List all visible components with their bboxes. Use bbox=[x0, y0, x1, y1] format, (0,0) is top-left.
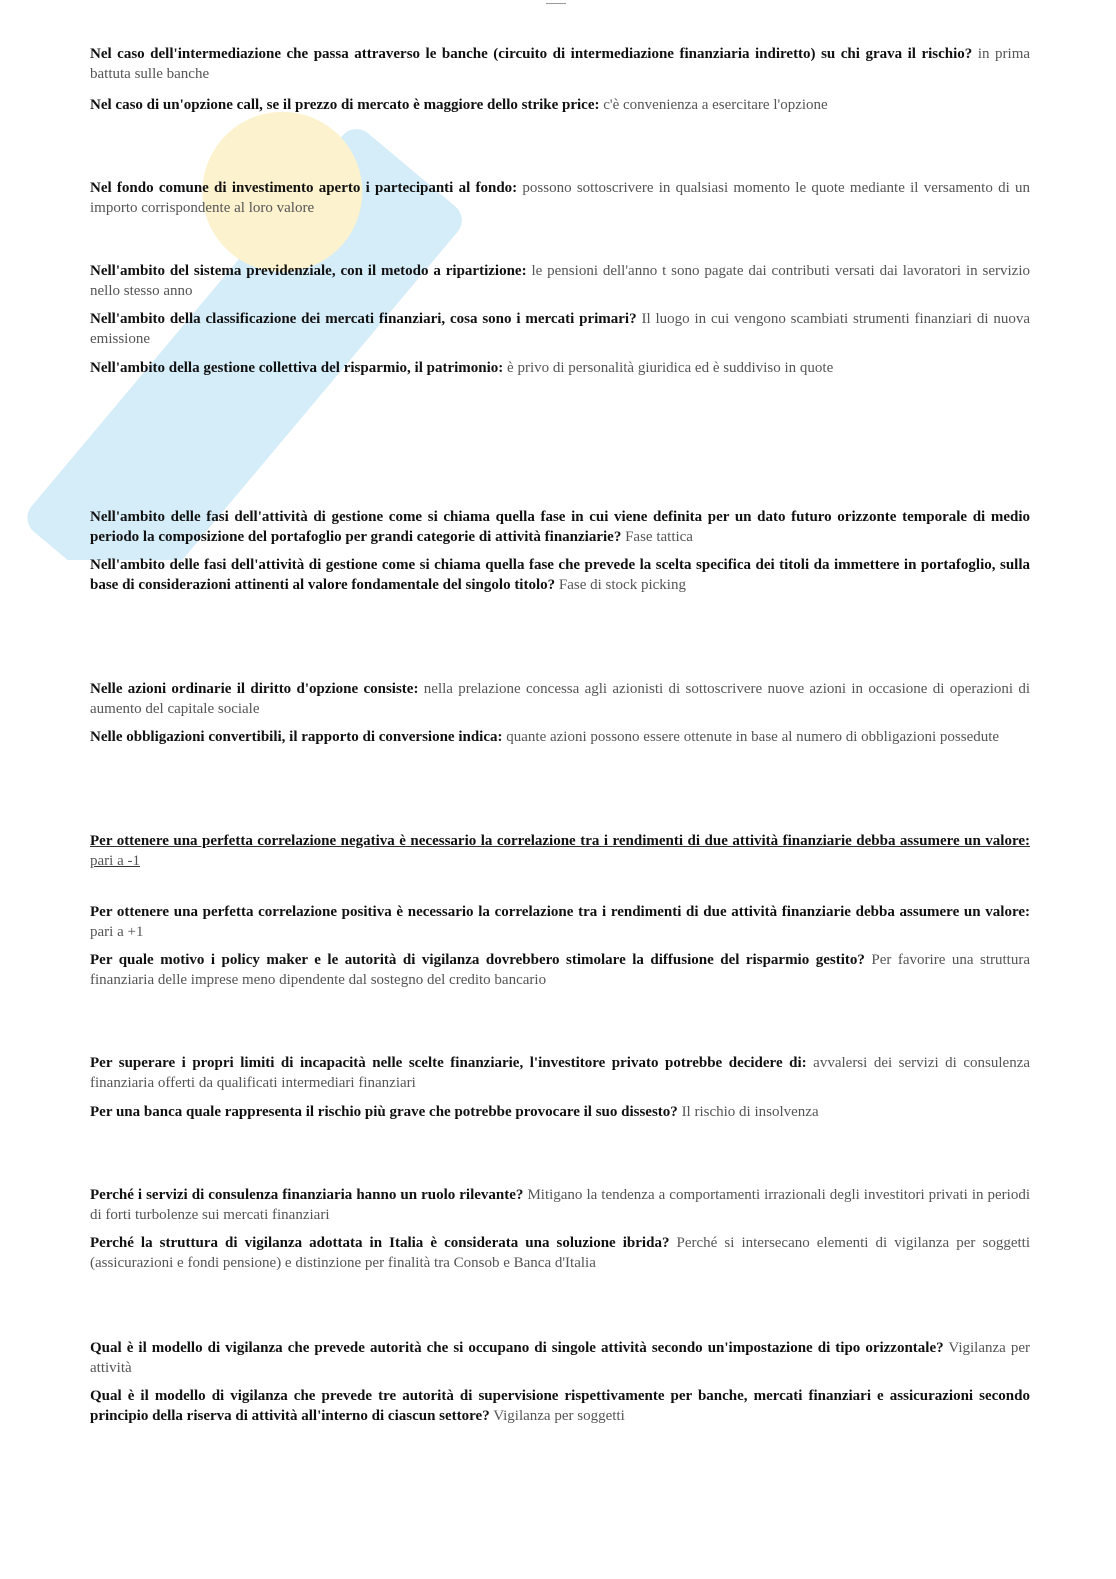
answer-text: avvalersi dei servizi di consulenza finanziaria offerti da qualificati intermediari finanziari bbox=[90, 1055, 1031, 1091]
qa-item-6 bbox=[90, 358, 1030, 378]
question-text: Per quale motivo i policy maker e le autorità di vigilanza dovrebbero stimolare la diffusione del risparmio gestito? bbox=[90, 952, 865, 968]
answer-text: quante azioni possono essere ottenute in base al numero di obbligazioni possedute bbox=[506, 729, 1000, 745]
question-text: Perché la struttura di vigilanza adottata in Italia è considerata una soluzione ibrida? bbox=[90, 1235, 670, 1251]
answer-text: Mitigano la tendenza a comportamenti irrazionali degli investitori privati in periodi di forti turbolenze sui mercati finanziari bbox=[90, 1187, 1030, 1223]
question-text: Per ottenere una perfetta correlazione negativa è necessario la correlazione tra i rendimenti di due attività finanziarie debba assumere un valore: bbox=[90, 833, 1030, 849]
question-text: Per ottenere una perfetta correlazione positiva è necessario la correlazione tra i rendimenti di due attività finanziarie debba assumere un valore: bbox=[90, 904, 1030, 920]
answer-text: Per favorire una struttura finanziaria delle imprese meno dipendente dal sostegno del credito bancario bbox=[90, 952, 1030, 988]
qa-item-16 bbox=[90, 1185, 1030, 1225]
qa-item-3 bbox=[90, 178, 1030, 218]
qa-item-13 bbox=[90, 950, 1030, 990]
question-text: Nelle obbligazioni convertibili, il rapporto di conversione indica: bbox=[90, 729, 503, 745]
qa-item-11 bbox=[90, 831, 1030, 871]
question-text: Nell'ambito della gestione collettiva del risparmio, il patrimonio: bbox=[90, 360, 504, 376]
question-text: Qual è il modello di vigilanza che prevede autorità che si occupano di singole attività secondo un'impostazione di tipo orizzontale? bbox=[90, 1340, 944, 1356]
answer-text: Vigilanza per attività bbox=[90, 1340, 1030, 1376]
qa-item-1 bbox=[90, 44, 1030, 84]
qa-item-5 bbox=[90, 309, 1030, 349]
question-text: Qual è il modello di vigilanza che prevede tre autorità di supervisione rispettivamente per banche, mercati finanziari e assicurazioni secondo principio della riserva di attività all'interno di ciascun settore? bbox=[90, 1388, 1030, 1424]
qa-item-7 bbox=[90, 507, 1030, 547]
answer-text: Fase di stock picking bbox=[558, 577, 686, 593]
answer-text: pari a +1 bbox=[90, 924, 144, 940]
question-text: Nel fondo comune di investimento aperto i partecipanti al fondo: bbox=[90, 180, 518, 196]
qa-item-17 bbox=[90, 1233, 1030, 1273]
question-text: Per una banca quale rappresenta il rischio più grave che potrebbe provocare il suo dissesto? bbox=[90, 1104, 678, 1120]
question-text: Nelle azioni ordinarie il diritto d'opzione consiste: bbox=[90, 681, 419, 697]
answer-text: c'è convenienza a esercitare l'opzione bbox=[603, 97, 828, 113]
question-text: Per superare i propri limiti di incapacità nelle scelte finanziarie, l'investitore privato potrebbe decidere di: bbox=[90, 1055, 807, 1071]
qa-item-15 bbox=[90, 1102, 1030, 1122]
qa-item-12 bbox=[90, 902, 1030, 942]
qa-item-9 bbox=[90, 679, 1030, 719]
question-text: Nell'ambito della classificazione dei mercati finanziari, cosa sono i mercati primari? bbox=[90, 311, 637, 327]
qa-item-14 bbox=[90, 1053, 1030, 1093]
answer-text: possono sottoscrivere in qualsiasi momento le quote mediante il versamento di un importo corrispondente al loro valore bbox=[90, 180, 1030, 216]
question-text: Nel caso dell'intermediazione che passa attraverso le banche (circuito di intermediazione finanziaria indiretto) su chi grava il rischio? bbox=[90, 46, 973, 62]
qa-item-19 bbox=[90, 1386, 1030, 1426]
answer-text: è privo di personalità giuridica ed è suddiviso in quote bbox=[507, 360, 834, 376]
qa-item-10 bbox=[90, 727, 1030, 747]
qa-item-18 bbox=[90, 1338, 1030, 1378]
question-text: Nell'ambito delle fasi dell'attività di gestione come si chiama quella fase in cui viene definita per un dato futuro orizzonte temporale di medio periodo la composizione del portafoglio per grandi categorie di attività finanziarie? bbox=[90, 509, 1030, 545]
page-top-mark bbox=[546, 3, 566, 4]
answer-text: nella prelazione concessa agli azionisti di sottoscrivere nuove azioni in occasione di operazioni di aumento del capitale sociale bbox=[90, 681, 1031, 717]
question-text: Nel caso di un'opzione call, se il prezzo di mercato è maggiore dello strike price: bbox=[90, 97, 600, 113]
answer-text: pari a -1 bbox=[90, 853, 140, 869]
qa-item-8 bbox=[90, 555, 1030, 595]
question-text: Perché i servizi di consulenza finanziaria hanno un ruolo rilevante? bbox=[90, 1187, 524, 1203]
qa-item-2 bbox=[90, 95, 1030, 115]
answer-text: Fase tattica bbox=[625, 529, 693, 545]
answer-text: in prima battuta sulle banche bbox=[90, 46, 1031, 82]
question-text: Nell'ambito del sistema previdenziale, con il metodo a ripartizione: bbox=[90, 263, 527, 279]
answer-text: Perché si intersecano elementi di vigilanza per soggetti (assicurazioni e fondi pensione) e distinzione per finalità tra Consob e Banca d'Italia bbox=[90, 1235, 1030, 1271]
answer-text: le pensioni dell'anno t sono pagate dai contributi versati dai lavoratori in servizio nello stesso anno bbox=[90, 263, 1030, 299]
answer-text: Vigilanza per soggetti bbox=[493, 1408, 625, 1424]
qa-item-4 bbox=[90, 261, 1030, 301]
question-text: Nell'ambito delle fasi dell'attività di gestione come si chiama quella fase che prevede la scelta specifica dei titoli da immettere in portafoglio, sulla base di considerazioni attinenti al valore fondamentale del singolo titolo? bbox=[90, 557, 1030, 593]
answer-text: Il luogo in cui vengono scambiati strumenti finanziari di nuova emissione bbox=[90, 311, 1031, 347]
answer-text: Il rischio di insolvenza bbox=[681, 1104, 819, 1120]
